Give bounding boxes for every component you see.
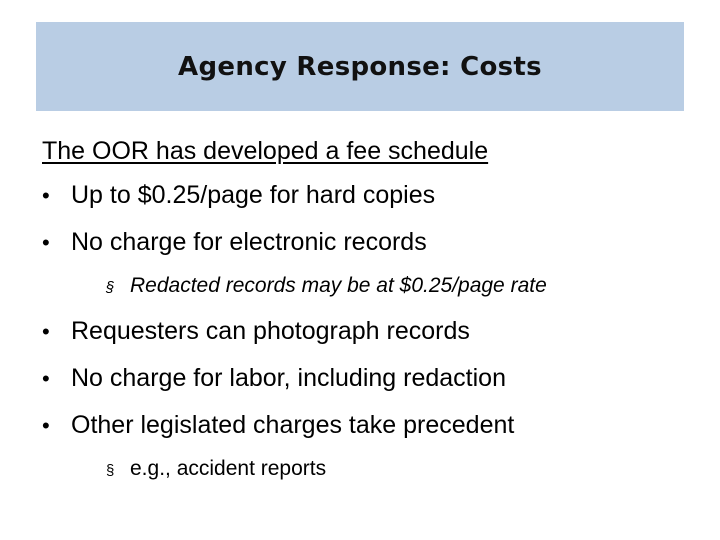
sub-list-item: [106, 272, 702, 302]
list-item-text: No charge for labor, including redaction: [71, 364, 506, 392]
title-banner: [36, 22, 684, 111]
bullet-icon: •: [42, 319, 50, 344]
list-item-text: No charge for electronic records: [71, 228, 427, 256]
list-item: [42, 225, 702, 260]
list-item: [42, 408, 702, 443]
sub-list-item-text: Redacted records may be at $0.25/page rate: [130, 274, 547, 297]
square-bullet-icon: §: [106, 279, 115, 296]
sub-list-item: [106, 455, 702, 485]
list-item-text: Other legislated charges take precedent: [71, 411, 515, 439]
section-heading: The OOR has developed a fee schedule: [42, 137, 489, 165]
bullet-icon: •: [42, 230, 50, 255]
list-item: [42, 314, 702, 349]
list-item: [42, 178, 702, 213]
sub-list-item-text: e.g., accident reports: [130, 457, 327, 480]
bullet-icon: •: [42, 413, 50, 438]
bullet-icon: •: [42, 366, 50, 391]
list-item-text: Up to $0.25/page for hard copies: [71, 181, 436, 209]
bullet-icon: •: [42, 183, 50, 208]
slide-title: Agency Response: Costs: [178, 51, 542, 82]
slide-body: [42, 134, 702, 497]
square-bullet-icon: §: [106, 462, 115, 479]
list-item: [42, 361, 702, 396]
list-item-text: Requesters can photograph records: [71, 317, 470, 345]
